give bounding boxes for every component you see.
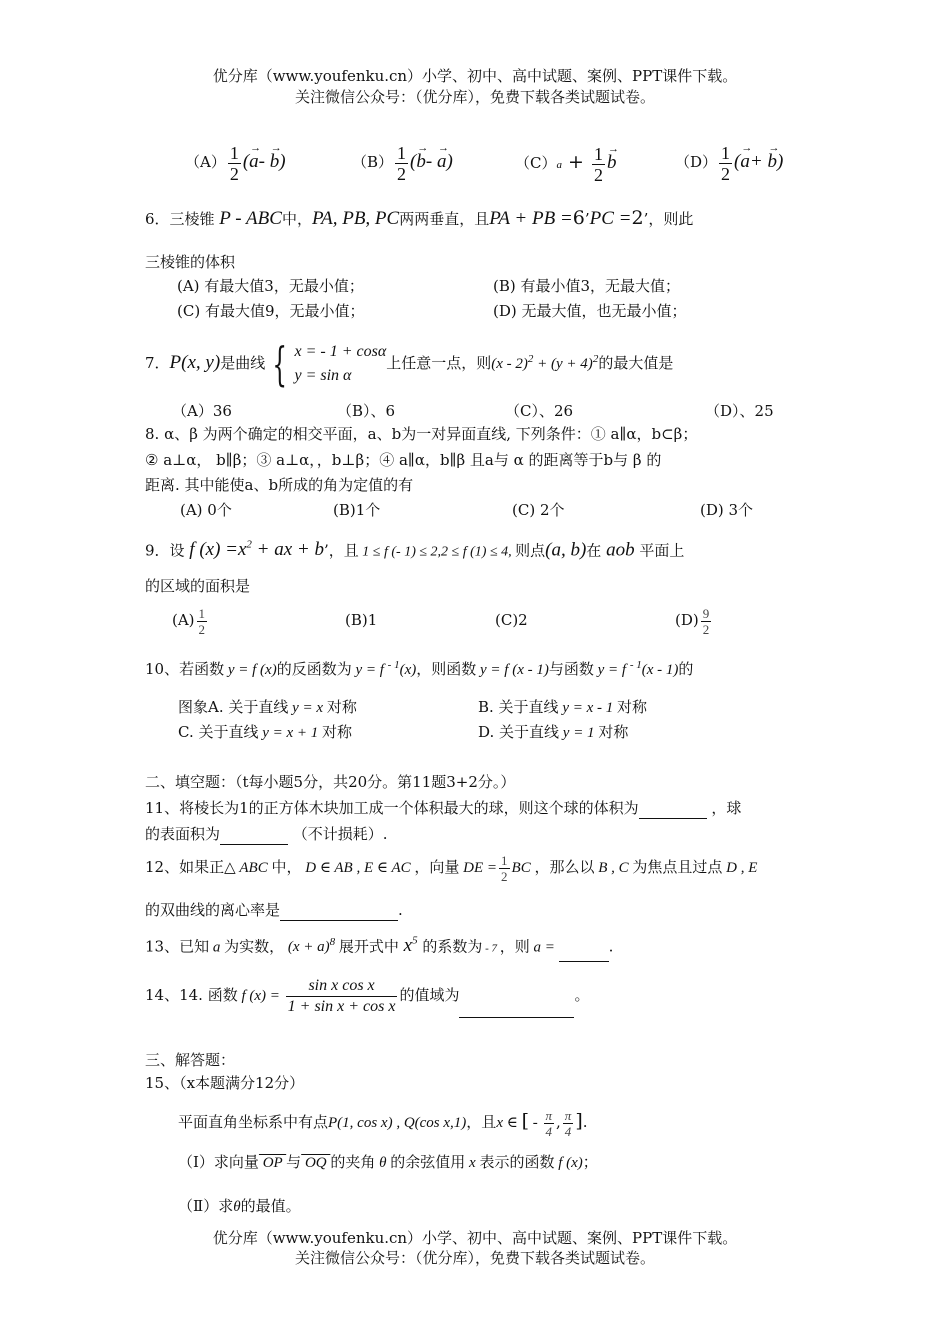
- q11-line-1: 11、将棱长为1的正方体木块加工成一个体积最大的球，则这个球的体积为 ，球: [145, 799, 742, 817]
- q15-heading: 15、（x本题满分12分）: [145, 1074, 305, 1092]
- q13-stem: 13、已知 a 为实数， $(x + a)^8$ 展开式中 $x^5$ 的系数为 - 7 ，则 a = .: [145, 926, 613, 963]
- q10-option-b: B. 关于直线 y = x - 1 对称: [478, 698, 648, 716]
- q10-option-c: C. 关于直线 y = x + 1 对称: [178, 723, 353, 741]
- q6-option-d: (D) 无最大值，也无最小值；: [493, 302, 687, 320]
- q5-option-b: （B） $\frac{1}{2}$ (→ b- → a): [352, 140, 453, 184]
- q9-option-c: (C)2: [495, 611, 528, 629]
- header-line-1: 优分库（www.youfenku.cn）小学、初中、高中试题、案例、PPT课件下载。: [212, 67, 738, 85]
- footer-line-2: 关注微信公众号：（优分库），免费下载各类试题试卷。: [294, 1249, 655, 1267]
- q8-option-c: (C) 2个: [512, 501, 565, 519]
- q7-option-c: （C）、26: [505, 402, 574, 420]
- q6-stem-line2: 三棱锥的体积: [145, 253, 236, 271]
- q15-stem: 平面直角坐标系中有点P(1, cos x) , Q(cos x,1)，且x ∈ [ - $\frac{\pi}{4}$ , $\frac{\pi}{4}$ ].: [178, 1107, 588, 1139]
- q9-stem-line2: 的区域的面积是: [145, 577, 251, 595]
- q8-line-2: ② a⊥α， b∥β；③ a⊥α，，b⊥β；④ a∥α，b∥β 且a与 α 的距离等于b与 β 的: [145, 451, 662, 469]
- q5-option-d: （D） $\frac{1}{2}$ (→ a+ → b): [675, 140, 783, 184]
- q10-option-a: 图象A. 关于直线 y = x 对称: [178, 698, 357, 716]
- q11-line-2: 的表面积为 （不计损耗）.: [145, 825, 388, 843]
- section-fill-in-heading: 二、填空题：（t每小题5分，共20分。第11题3+2分。）: [145, 773, 516, 791]
- q8-option-b: (B)1个: [333, 501, 381, 519]
- q5-option-c: （C）a + $\frac{1}{2}$ → b: [515, 140, 616, 187]
- q10-option-d: D. 关于直线 y = 1 对称: [478, 723, 629, 741]
- q15-part-1: （Ⅰ）求向量 OP 与 OQ 的夹角 θ 的余弦值用 x 表示的函数 f (x)；: [178, 1153, 598, 1171]
- q6-option-b: (B) 有最小值3，无最大值；: [493, 277, 681, 295]
- q7-option-d: （D）、25: [705, 402, 774, 420]
- q8-line-1: 8. α、β 为两个确定的相交平面，a、b为一对异面直线, 下列条件：① a∥α，b⊂β；: [145, 425, 698, 443]
- q10-stem: 10、若函数 y = f (x)的反函数为 y = f $^{- 1}$(x)，则函数 y = f (x - 1)与函数 y = f $^{- 1}$(x - 1)的: [145, 659, 694, 678]
- q6-stem: 6．三棱锥 P - ABC中，PA, PB, PC两两垂直，且PA + PB =6’PC =2’，则此: [145, 207, 694, 229]
- q15-part-2: （Ⅱ）求θ的最值。: [178, 1197, 301, 1215]
- q9-option-a: (A) $\frac{1}{2}$: [172, 605, 206, 637]
- q9-stem: 9．设 f $(x) =x^2$ + ax + b’，且 1 ≤ f (- 1) ≤ 2,2 ≤ f (1) ≤ 4, 则点(a, b)在 aob 平面上: [145, 539, 685, 561]
- q7-option-a: （A）36: [172, 402, 232, 420]
- q6-option-c: (C) 有最大值9，无最小值；: [177, 302, 365, 320]
- q12-stem: 12、如果正△ ABC 中， D ∈ AB , E ∈ AC ，向量 DE = $\frac{1}{2}$ BC ，那么以 B , C 为焦点且过点 D , E: [145, 852, 758, 884]
- q6-option-a: (A) 有最大值3，无最小值；: [177, 277, 364, 295]
- q5-option-a: （A） $\frac{1}{2}$ (→ a- → b): [185, 140, 286, 184]
- q14-stem: 14、14. 函数 f (x) = $\frac{\text{sin x cos x}}{\text{1 + sin x + cos x}}$ 的值域为 。: [145, 973, 589, 1018]
- section-answer-heading: 三、解答题：: [145, 1051, 236, 1069]
- q9-option-b: (B)1: [345, 611, 378, 629]
- q9-option-d: (D) $\frac{9}{2}$: [675, 605, 710, 637]
- footer-line-1: 优分库（www.youfenku.cn）小学、初中、高中试题、案例、PPT课件下载。: [212, 1229, 738, 1247]
- q8-line-3: 距离. 其中能使a、b所成的角为定值的有: [145, 476, 414, 494]
- q8-option-d: (D) 3个: [700, 501, 754, 519]
- header-line-2: 关注微信公众号：（优分库），免费下载各类试题试卷。: [294, 88, 655, 106]
- q12-line-2: 的双曲线的离心率是 .: [145, 901, 403, 919]
- q7-option-b: （B）、6: [337, 402, 396, 420]
- q7-stem: 7．P(x, y)是曲线 { x = - 1 + cosα y = sin α 上任意一点，则$(x - 2)^2 + (y + 4)^2$的最大值是: [145, 337, 674, 391]
- q8-option-a: (A) 0个: [180, 501, 232, 519]
